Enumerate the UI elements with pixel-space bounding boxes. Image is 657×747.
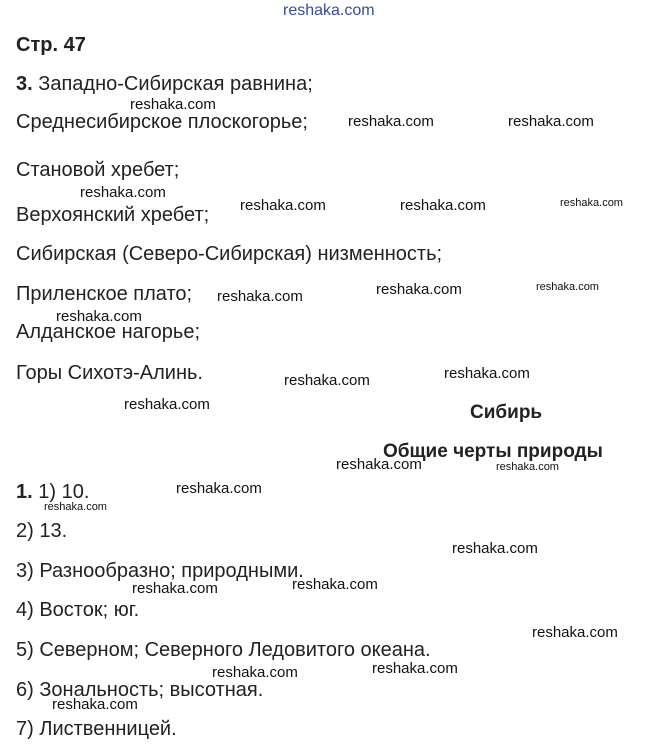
watermark: reshaka.com bbox=[348, 113, 434, 130]
watermark: reshaka.com bbox=[217, 288, 303, 305]
section-title: Сибирь bbox=[470, 402, 543, 423]
watermark: reshaka.com bbox=[336, 456, 422, 473]
task3-line-6: Приленское плато; bbox=[16, 283, 193, 305]
task3-line-2: Среднесибирское плоскогорье; bbox=[16, 111, 308, 133]
task3-line-1 bbox=[16, 72, 313, 96]
watermark: reshaka.com bbox=[372, 660, 458, 677]
watermark: reshaka.com bbox=[80, 184, 166, 201]
task3-line-5: Сибирская (Северо-Сибирская) низменность; bbox=[16, 243, 443, 265]
watermark: reshaka.com bbox=[508, 113, 594, 130]
task3-line-7: Алданское нагорье; bbox=[16, 321, 200, 343]
watermark-top: reshaka.com bbox=[283, 2, 375, 19]
watermark: reshaka.com bbox=[292, 576, 378, 593]
page-label: Стр. 47 bbox=[16, 34, 86, 56]
watermark: reshaka.com bbox=[52, 696, 138, 713]
task1-answer-1: 1) 10. bbox=[38, 481, 90, 503]
task1-answer-2: 2) 13. bbox=[16, 520, 68, 542]
task1-answer-5: 5) Северном; Северного Ледовитого океана. bbox=[16, 639, 431, 661]
watermark: reshaka.com bbox=[560, 197, 623, 209]
watermark: reshaka.com bbox=[400, 197, 486, 214]
watermark: reshaka.com bbox=[212, 664, 298, 681]
section-subtitle: Общие черты природы bbox=[383, 441, 603, 462]
watermark: reshaka.com bbox=[130, 96, 216, 113]
task3-line-4: Верхоянский хребет; bbox=[16, 204, 210, 226]
watermark: reshaka.com bbox=[176, 480, 262, 497]
task1-answer-7: 7) Лиственницей. bbox=[16, 718, 177, 740]
watermark: reshaka.com bbox=[56, 308, 142, 325]
task1-answer-3: 3) Разнообразно; природными. bbox=[16, 560, 304, 582]
task3-line-3: Становой хребет; bbox=[16, 159, 180, 181]
watermark: reshaka.com bbox=[132, 580, 218, 597]
watermark: reshaka.com bbox=[376, 281, 462, 298]
task1-answer-6: 6) Зональность; высотная. bbox=[16, 679, 264, 701]
task3-line-8: Горы Сихотэ-Алинь. bbox=[16, 362, 203, 384]
watermark: reshaka.com bbox=[124, 396, 210, 413]
watermark: reshaka.com bbox=[444, 365, 530, 382]
watermark: reshaka.com bbox=[536, 281, 599, 293]
watermark: reshaka.com bbox=[452, 540, 538, 557]
task3-answer: Западно-Сибирская равнина; bbox=[38, 73, 313, 95]
task1-number: 1. bbox=[16, 481, 33, 503]
watermark: reshaka.com bbox=[532, 624, 618, 641]
watermark: reshaka.com bbox=[240, 197, 326, 214]
task3-number: 3. bbox=[16, 73, 33, 95]
watermark: reshaka.com bbox=[284, 372, 370, 389]
watermark: reshaka.com bbox=[496, 461, 559, 473]
watermark: reshaka.com bbox=[44, 501, 107, 513]
task1-answer-4: 4) Восток; юг. bbox=[16, 599, 140, 621]
